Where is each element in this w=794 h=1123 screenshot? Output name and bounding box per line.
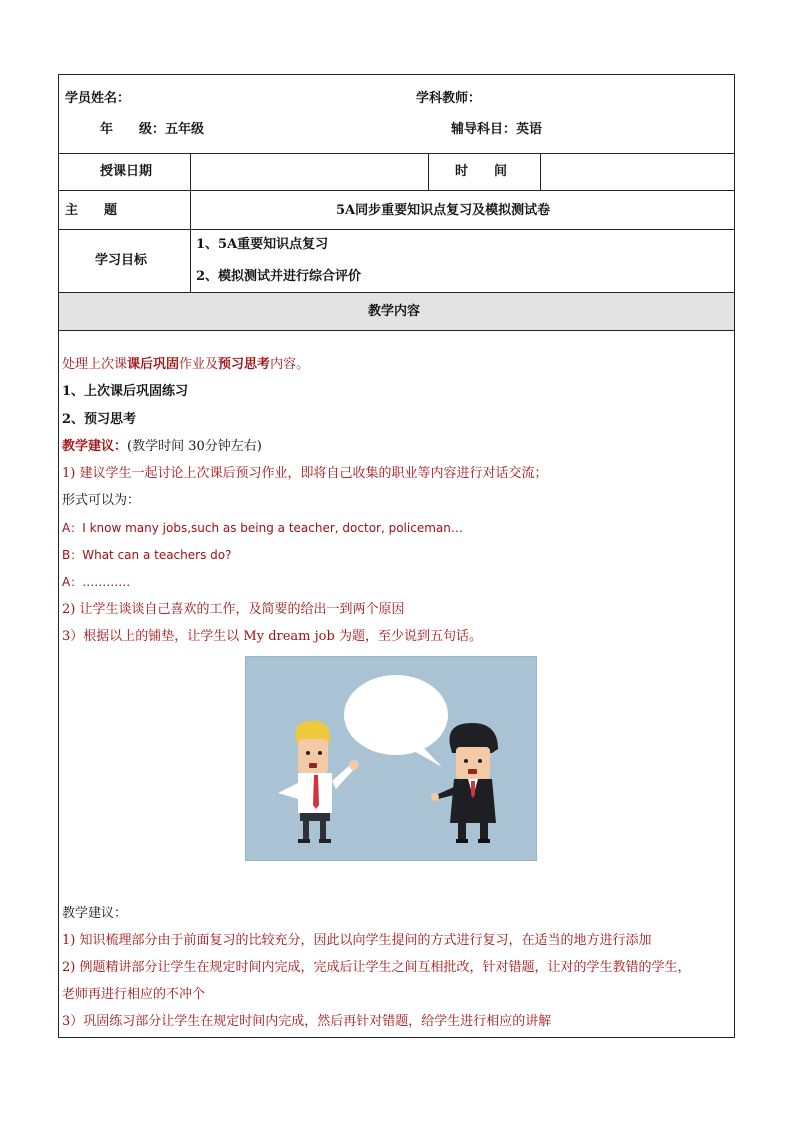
- form-line: 形式可以为：: [62, 493, 141, 508]
- subject-field: [451, 122, 542, 138]
- advice2-label: 教学建议：: [62, 906, 128, 921]
- item-2: 2、预习思考: [62, 412, 137, 427]
- red-tie-icon: [313, 775, 319, 809]
- subject-label: 辅导科目：: [451, 122, 517, 137]
- date-label: 授课日期: [100, 164, 153, 179]
- row-divider: [59, 330, 734, 331]
- speech-bubble-icon: [344, 675, 448, 755]
- grade-value: 五年级: [165, 122, 205, 137]
- dark-face-icon: [456, 747, 490, 779]
- item-1: 1、上次课后巩固练习: [62, 384, 189, 399]
- intro-pre: 处理上次课: [62, 357, 128, 372]
- step-1: 1) 建议学生一起讨论上次课后预习作业，即将自己收集的职业等内容进行对话交流；: [62, 466, 548, 481]
- advice-label: 教学建议：: [62, 439, 128, 454]
- conversation-illustration: [246, 657, 536, 860]
- row-divider: [59, 153, 734, 154]
- dialog-b: B：What can a teachers do?: [62, 548, 232, 562]
- topic-value: 5A同步重要知识点复习及模拟测试卷: [336, 203, 551, 218]
- intro-post: 内容。: [270, 357, 310, 372]
- content-heading: 教学内容: [368, 304, 421, 319]
- intro-highlight-1: 课后巩固: [127, 357, 180, 372]
- tip-2b: 老师再进行相应的不冲个: [62, 987, 206, 1002]
- illustration-two-people-talking: [245, 656, 537, 861]
- grade-field: [100, 122, 204, 138]
- tip-1: 1) 知识梳理部分由于前面复习的比较充分，因此以向学生提问的方式进行复习，在适当的地方进行添加: [62, 933, 652, 948]
- goal-item-1: 1、5A重要知识点复习: [196, 237, 329, 252]
- tip-3: 3）巩固练习部分让学生在规定时间内完成，然后再针对错题，给学生进行相应的讲解: [62, 1014, 552, 1029]
- step-3: 3）根据以上的铺垫，让学生以 My dream job 为题，至少说到五句话。: [62, 629, 482, 644]
- column-divider: [428, 153, 429, 190]
- intro-highlight-2: 预习思考: [218, 357, 271, 372]
- lesson-plan-sheet: [58, 74, 735, 1038]
- step-2: 2) 让学生谈谈自己喜欢的工作，及简要的给出一到两个原因: [62, 602, 405, 617]
- subject-value: 英语: [516, 122, 543, 137]
- tip-2a: 2) 例题精讲部分让学生在规定时间内完成，完成后让学生之间互相批改，针对错题，让对的学生教错的学生，: [62, 960, 691, 975]
- goal-item-2: 2、模拟测试并进行综合评价: [196, 269, 362, 284]
- row-divider: [59, 190, 734, 191]
- student-name-label: 学员姓名：: [65, 91, 131, 106]
- row-divider: [59, 292, 734, 293]
- row-divider: [59, 229, 734, 230]
- column-divider: [190, 153, 191, 292]
- dialog-a2: A：…………: [62, 575, 131, 589]
- advice-time: (教学时间 30分钟左右): [127, 439, 262, 454]
- topic-label: 主 题: [65, 203, 118, 218]
- grade-label: 年 级：: [100, 122, 166, 137]
- intro-mid: 作业及: [179, 357, 219, 372]
- intro-line: [62, 356, 309, 373]
- column-divider: [540, 153, 541, 190]
- time-label: 时 间: [455, 164, 508, 179]
- dialog-a1: A：I know many jobs,such as being a teacher, doctor, policeman…: [62, 521, 463, 535]
- goal-label: 学习目标: [95, 253, 148, 268]
- advice-line: [62, 438, 262, 455]
- teacher-label: 学科教师：: [416, 91, 482, 106]
